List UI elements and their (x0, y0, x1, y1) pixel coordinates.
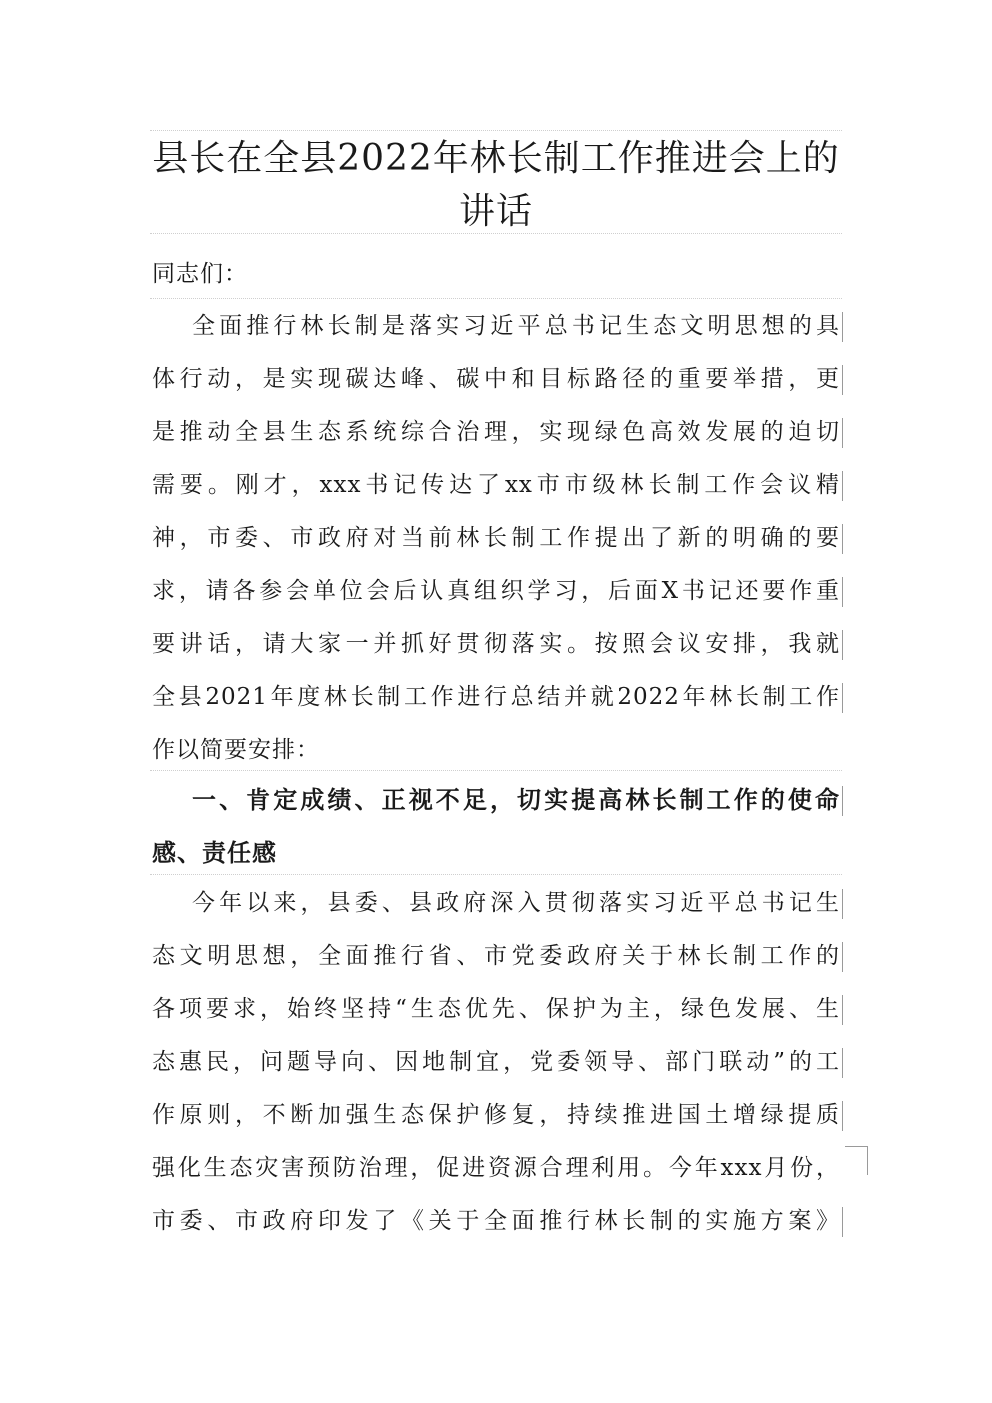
margin-bar (842, 365, 843, 395)
margin-bar (842, 889, 843, 919)
paragraph1-line-6: 求，请各参会单位会后认真组织学习，后面X书记还要作重 (152, 578, 840, 604)
paragraph1-line-7: 要讲话，请大家一并抓好贯彻落实。按照会议安排，我就 (152, 631, 840, 657)
paragraph-rule (150, 770, 842, 771)
paragraph2-line-1: 今年以来，县委、县政府深入贯彻落实习近平总书记生 (192, 890, 840, 916)
section-heading-line-1: 一、肯定成绩、正视不足，切实提高林长制工作的使命 (192, 786, 840, 814)
paragraph-rule (150, 874, 842, 875)
margin-bar (842, 942, 843, 972)
margin-bar (842, 312, 843, 342)
paragraph1-line-1: 全面推行林长制是落实习近平总书记生态文明思想的具 (192, 313, 840, 339)
paragraph2-line-3: 各项要求，始终坚持“生态优先、保护为主，绿色发展、生 (152, 996, 840, 1022)
paragraph1-line-3: 是推动全县生态系统综合治理，实现绿色高效发展的迫切 (152, 419, 840, 445)
margin-bar (842, 524, 843, 554)
margin-bar (842, 577, 843, 607)
margin-bar (842, 683, 843, 713)
section-heading-line-2: 感、责任感 (152, 839, 277, 867)
margin-bar (842, 1101, 843, 1131)
margin-bar (842, 630, 843, 660)
page-corner-mark (845, 1146, 868, 1175)
paragraph-rule (150, 298, 842, 299)
paragraph2-line-5: 作原则，不断加强生态保护修复，持续推进国土增绿提质 (152, 1102, 840, 1128)
title-top-rule (150, 130, 842, 131)
document-title-line-1: 县长在全县2022年林长制工作推进会上的 (152, 138, 840, 179)
paragraph1-line-4: 需要。刚才，xxx书记传达了xx市市级林长制工作会议精 (152, 472, 840, 498)
paragraph2-line-7: 市委、市政府印发了《关于全面推行林长制的实施方案》 (152, 1208, 840, 1234)
salutation: 同志们： (152, 261, 248, 287)
title-bottom-rule (150, 233, 842, 234)
paragraph1-line-9: 作以简要安排： (152, 737, 320, 763)
margin-bar (842, 471, 843, 501)
paragraph1-line-8: 全县2021年度林长制工作进行总结并就2022年林长制工作 (152, 684, 840, 710)
paragraph2-line-6: 强化生态灾害预防治理，促进资源合理利用。今年xxx月份， (152, 1155, 840, 1181)
margin-bar (842, 1207, 843, 1237)
margin-bar (842, 786, 843, 816)
margin-bar (842, 1048, 843, 1078)
margin-bar (842, 418, 843, 448)
paragraph1-line-2: 体行动，是实现碳达峰、碳中和目标路径的重要举措，更 (152, 366, 840, 392)
paragraph1-line-5: 神，市委、市政府对当前林长制工作提出了新的明确的要 (152, 525, 840, 551)
margin-bar (842, 995, 843, 1025)
paragraph2-line-2: 态文明思想，全面推行省、市党委政府关于林长制工作的 (152, 943, 840, 969)
document-title-line-2: 讲话 (458, 191, 533, 232)
paragraph2-line-4: 态惠民，问题导向、因地制宜，党委领导、部门联动”的工 (152, 1049, 840, 1075)
